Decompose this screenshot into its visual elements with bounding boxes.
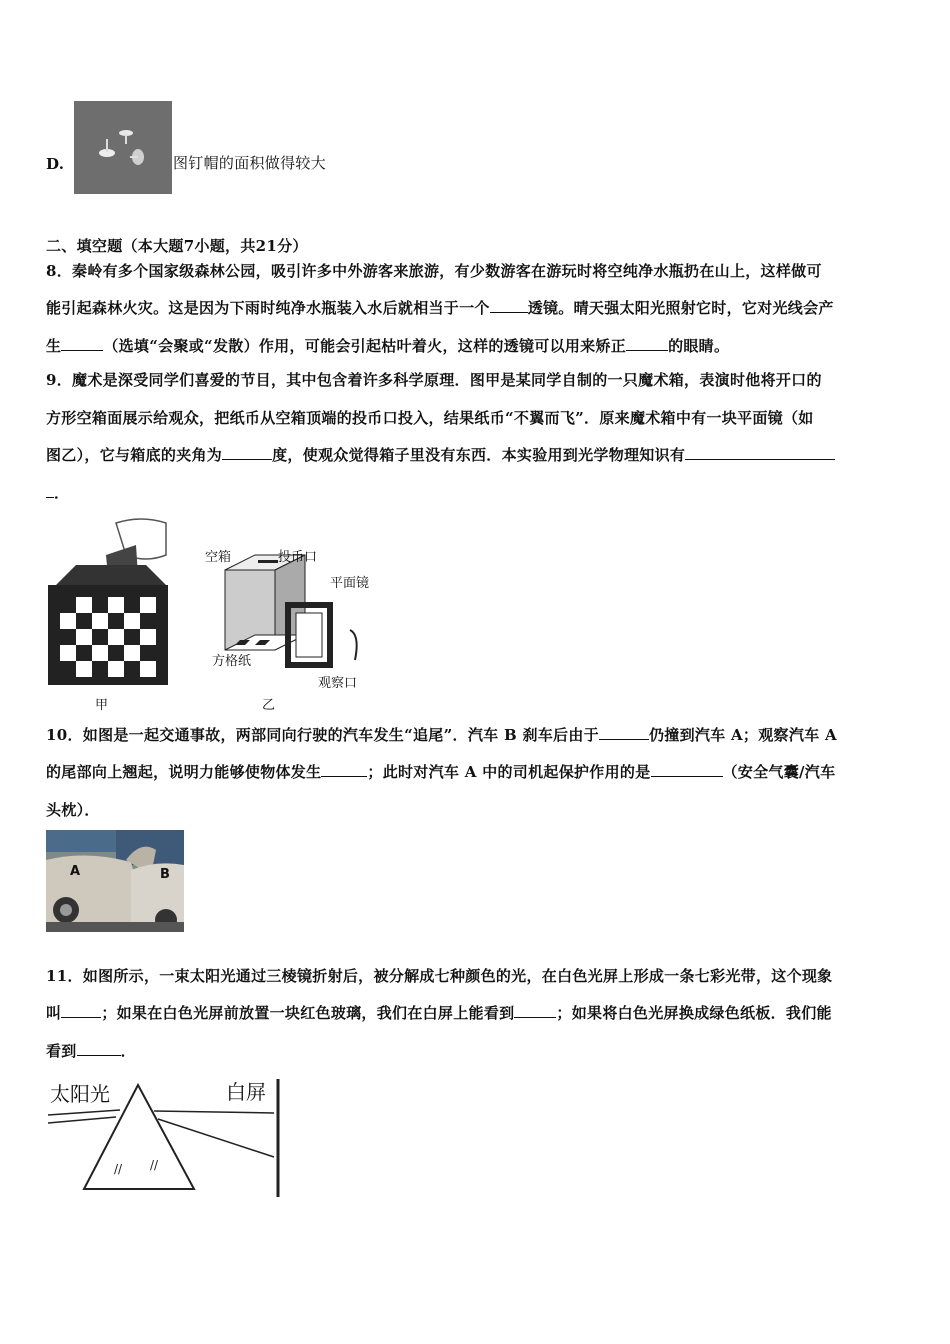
- q10-text: 的尾部向上翘起，说明力能够使物体发生: [46, 763, 322, 781]
- q8-line3: [46, 336, 729, 356]
- q10-line1: [46, 725, 837, 745]
- q8-blank-2[interactable]: [61, 336, 103, 351]
- svg-text://: //: [150, 1158, 159, 1172]
- q11-line3: [46, 1041, 136, 1061]
- q8-blank-1[interactable]: [490, 298, 528, 313]
- magic-box-drawing: [46, 515, 174, 690]
- q9-blank-2-cont[interactable]: [46, 483, 54, 498]
- section-heading: 二、填空题（本大题7小题，共21分）: [46, 237, 308, 255]
- option-d-text: 图钉帽的面积做得较大: [173, 154, 327, 172]
- q9-line1: 9．魔术是深受同学们喜爱的节目，其中包含着许多科学原理．图甲是某同学自制的一只魔术箱，表演时他将开口的: [46, 371, 822, 389]
- q8-text: （选填“会聚或“发散）作用，可能会引起枯叶着火，这样的透镜可以用来矫正: [103, 337, 627, 355]
- q10-blank-2[interactable]: [321, 762, 367, 777]
- q11-text: 叫: [46, 1004, 62, 1022]
- q9-line4: [46, 483, 69, 503]
- q8-text: 生: [46, 337, 62, 355]
- label-pingmianjing: 平面镜: [330, 576, 370, 591]
- q10-line2: [46, 762, 835, 782]
- q8-text: 透镜。晴天强太阳光照射它时，它对光线会产: [527, 299, 834, 317]
- car-a-label: A: [70, 864, 81, 879]
- q9-line3: [46, 445, 835, 465]
- q8-line2: [46, 298, 834, 318]
- magic-box-figure: [46, 515, 174, 690]
- q11-text: 看到: [46, 1042, 77, 1060]
- q11-text: ；如果将白色光屏换成绿色纸板．我们能: [556, 1004, 832, 1022]
- label-toubikou: 投币口: [278, 550, 318, 565]
- q10-text: ；此时对汽车 A 中的司机起保护作用的是: [367, 763, 651, 781]
- car-b-label: B: [160, 867, 170, 882]
- q9-line2: 方形空箱面展示给观众，把纸币从空箱顶端的投币口投入，结果纸币“不翼而飞”．原来魔术箱中有一块平面镜（如: [46, 409, 814, 427]
- option-d-label: D.: [46, 155, 65, 173]
- svg-text://: //: [114, 1162, 123, 1176]
- label-white-screen: 白屏: [226, 1080, 266, 1104]
- q11-blank-2[interactable]: [514, 1003, 556, 1018]
- q9-blank-2[interactable]: [685, 445, 835, 460]
- label-guanchakou: 观察口: [318, 676, 358, 691]
- q11-line2: [46, 1003, 832, 1023]
- label-fanggezhi: 方格纸: [212, 654, 252, 669]
- q11-blank-3[interactable]: [77, 1041, 121, 1056]
- label-sunlight: 太阳光: [50, 1082, 110, 1106]
- q9-blank-1[interactable]: [222, 445, 272, 460]
- q11-line1: 11．如图所示，一束太阳光通过三棱镜折射后，被分解成七种颜色的光，在白色光屏上形成一条七彩光带，这个现象: [46, 967, 833, 985]
- q10-blank-3[interactable]: [651, 762, 723, 777]
- q9-text: ．: [54, 484, 70, 502]
- q8-line1: 8．秦岭有多个国家级森林公园，吸引许多中外游客来旅游，有少数游客在游玩时将空纯净水瓶扔在山上，这样做可: [46, 262, 822, 280]
- label-kongxiang: 空箱: [205, 550, 232, 565]
- q11-blank-1[interactable]: [61, 1003, 101, 1018]
- q10-text: 10．如图是一起交通事故，两部同向行驶的汽车发生“追尾”．汽车 B 刹车后由于: [46, 726, 599, 744]
- figure-yi-label: 乙: [262, 698, 276, 713]
- q9-text: 图乙），它与箱底的夹角为: [46, 446, 223, 464]
- q9-text: 度，使观众觉得箱子里没有东西．本实验用到光学物理知识有: [272, 446, 686, 464]
- q11-text: ．: [120, 1042, 136, 1060]
- q10-blank-1[interactable]: [599, 725, 649, 740]
- q8-text: 的眼睛。: [668, 337, 730, 355]
- q8-text: 能引起森林火灾。这是因为下雨时纯净水瓶装入水后就相当于一个: [46, 299, 490, 317]
- thumbtack-icon: [74, 101, 172, 194]
- q8-blank-3[interactable]: [626, 336, 668, 351]
- q10-line3: 头枕）．: [46, 801, 100, 819]
- thumbtack-image: [74, 101, 172, 194]
- q10-text: 仍撞到汽车 A；观察汽车 A: [648, 726, 837, 744]
- q10-text: （安全气囊/汽车: [722, 763, 836, 781]
- figure-jia-label: 甲: [95, 698, 109, 713]
- q11-text: ；如果在白色光屏前放置一块红色玻璃，我们在白屏上能看到: [101, 1004, 515, 1022]
